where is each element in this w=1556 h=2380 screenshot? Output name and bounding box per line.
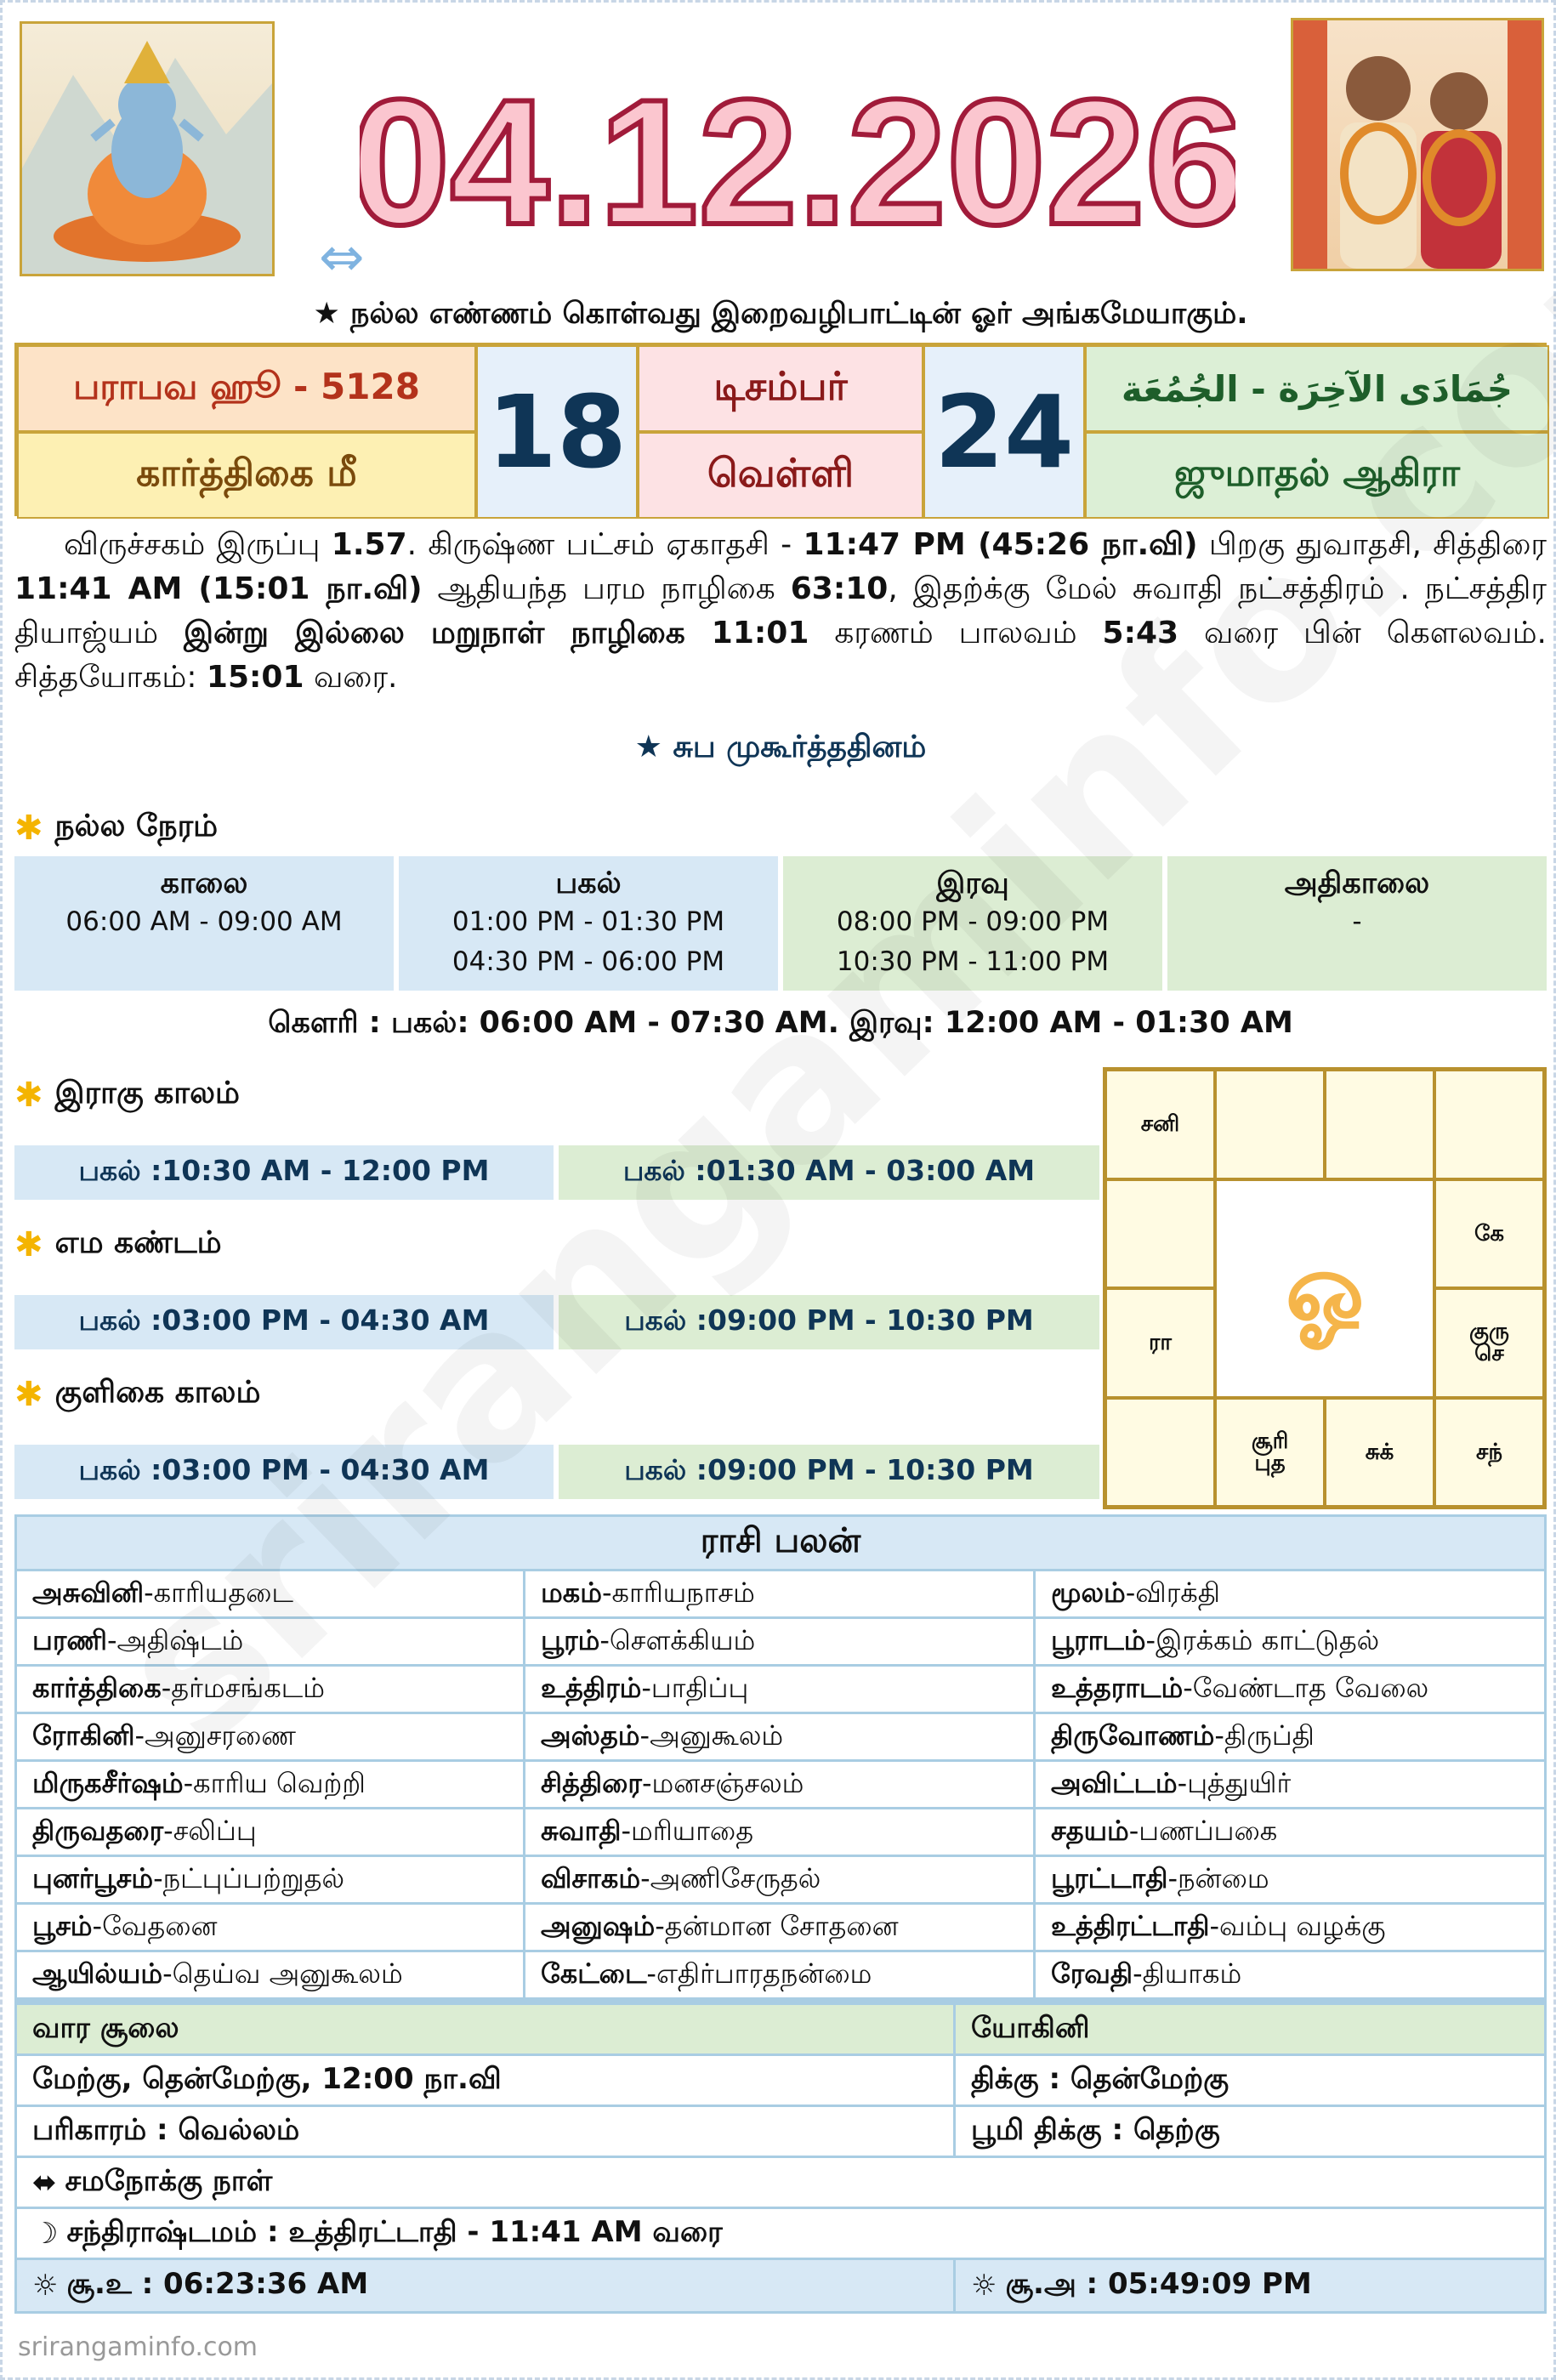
chart-cell: சந் <box>1434 1398 1544 1508</box>
rasi-palan-cell: திருவோணம் -திருப்தி <box>1036 1714 1544 1762</box>
tamil-day-number: 18 <box>476 345 638 519</box>
rasi-palan-cell: கேட்டை -எதிர்பாரதநன்மை <box>525 1952 1036 2000</box>
sunset-label: ☼ சூ.அ : 05:49:09 PM <box>971 2267 1312 2303</box>
chart-cell: சனி <box>1105 1070 1215 1179</box>
tamil-year: பராபவ ஹூ - 5128 <box>17 345 476 432</box>
kuligai-kalam-row <box>14 1445 1099 1499</box>
deity-image <box>20 21 275 276</box>
thikku-value: திக்கு : தென்மேற்கு <box>971 2061 1229 2096</box>
rasi-palan-grid <box>17 1571 1544 2000</box>
calendar-grid <box>14 343 1547 516</box>
rasi-palan-cell: ரேவதி -தியாகம் <box>1036 1952 1544 2000</box>
boomi-thikku-value: பூமி திக்கு : தெற்கு <box>971 2112 1220 2147</box>
rasi-palan-cell: மிருகசீர்ஷம் -காரிய வெற்றி <box>17 1762 525 1809</box>
yama-kandam-row <box>14 1295 1099 1349</box>
table-row <box>17 2158 1544 2209</box>
tamil-month: கார்த்திகை மீ <box>17 432 476 519</box>
chart-cell: ரா <box>1105 1288 1215 1398</box>
rasi-chart <box>1103 1067 1547 1509</box>
yama-kandam-heading: ✱ எம கண்டம் <box>14 1225 222 1264</box>
moon-icon: ☽ <box>32 2216 59 2251</box>
chart-cell: சூரி புத <box>1215 1398 1325 1508</box>
rasi-palan-cell: புனர்பூசம் -நட்புப்பற்றுதல் <box>17 1857 525 1905</box>
chandrashtamam-label: ☽ சந்திராஷ்டமம் : உத்திரட்டாதி - 11:41 AM வரை <box>32 2214 723 2251</box>
rasi-palan-cell: பூரம் -சௌக்கியம் <box>525 1619 1036 1667</box>
weekday: வெள்ளி <box>638 432 923 519</box>
rasi-palan-table <box>14 1514 1547 2002</box>
chart-cell <box>1325 1070 1434 1179</box>
soolai-value: மேற்கு, தென்மேற்கு, 12:00 நா.வி <box>17 2056 956 2105</box>
rasi-palan-cell: பரணி -அதிஷ்டம் <box>17 1619 525 1667</box>
om-icon: ஓ <box>1215 1179 1434 1398</box>
rahu-kalam-row <box>14 1145 1099 1200</box>
rasi-palan-cell: உத்திரம் -பாதிப்பு <box>525 1667 1036 1714</box>
rasi-palan-cell: உத்திரட்டாதி -வம்பு வழக்கு <box>1036 1905 1544 1952</box>
nalla-neram-night: இரவு 08:00 PM - 09:00 PM 10:30 PM - 11:00 PM <box>783 856 1162 991</box>
rasi-palan-cell: பூசம் -வேதனை <box>17 1905 525 1952</box>
table-row <box>17 2107 1544 2158</box>
rasi-palan-cell: திருவதரை -சலிப்பு <box>17 1809 525 1857</box>
footer-site-name: srirangaminfo.com <box>18 2332 258 2362</box>
samanokku-label: ⬌ சமநோக்கு நாள் <box>32 2163 273 2200</box>
yama-kandam-day: பகல் :03:00 PM - 04:30 AM <box>14 1295 554 1349</box>
rahu-kalam-day: பகல் :10:30 AM - 12:00 PM <box>14 1145 554 1200</box>
sun-icon: ☼ <box>32 2269 59 2303</box>
muhurtham-label: ★ சுப முகூர்த்ததினம் <box>634 730 927 764</box>
table-row <box>17 2056 1544 2107</box>
rasi-palan-cell: அவிட்டம் -புத்துயிர் <box>1036 1762 1544 1809</box>
nalla-neram-heading: ✱ நல்ல நேரம் <box>14 809 219 848</box>
rahu-kalam-night: பகல் :01:30 AM - 03:00 AM <box>559 1145 1099 1200</box>
sunrise-label: ☼ சூ.உ : 06:23:36 AM <box>17 2260 956 2311</box>
asterisk-icon: ✱ <box>14 1076 43 1115</box>
yama-kandam-night: பகல் :09:00 PM - 10:30 PM <box>559 1295 1099 1349</box>
rasi-palan-cell: விசாகம் -அணிசேருதல் <box>525 1857 1036 1905</box>
hijri-day-number: 24 <box>923 345 1085 519</box>
rasi-palan-cell: உத்தராடம் -வேண்டாத வேலை <box>1036 1667 1544 1714</box>
wedding-image <box>1291 18 1544 271</box>
chart-cell <box>1434 1070 1544 1179</box>
bottom-info-table <box>14 2002 1547 2314</box>
sun-icon: ☼ <box>971 2269 997 2303</box>
chart-cell: சுக் <box>1325 1398 1434 1508</box>
asterisk-icon: ✱ <box>14 1225 43 1264</box>
rasi-palan-cell: கார்த்திகை -தர்மசங்கடம் <box>17 1667 525 1714</box>
left-right-arrow-icon: ⇔ <box>319 226 365 289</box>
asterisk-icon: ✱ <box>14 1375 43 1414</box>
table-row <box>17 2260 1544 2311</box>
chart-cell: குரு செ <box>1434 1288 1544 1398</box>
rasi-palan-cell: சதயம் -பணப்பகை <box>1036 1809 1544 1857</box>
kuligai-kalam-heading: ✱ குளிகை காலம் <box>14 1375 261 1414</box>
left-right-arrow-icon: ⬌ <box>32 2165 57 2200</box>
chart-cell <box>1215 1070 1325 1179</box>
yogini-label: யோகினி <box>971 2010 1090 2045</box>
rasi-palan-cell: ரோகினி -அனுசரணை <box>17 1714 525 1762</box>
rasi-palan-cell: ஆயில்யம் -தெய்வ அனுகூலம் <box>17 1952 525 2000</box>
english-month: டிசம்பர் <box>638 345 923 432</box>
hijri-month: ஜுமாதல் ஆகிரா <box>1085 432 1549 519</box>
rasi-palan-cell: மகம் -காரியநாசம் <box>525 1571 1036 1619</box>
rasi-palan-cell: மூலம் -விரக்தி <box>1036 1571 1544 1619</box>
table-row <box>17 2005 1544 2056</box>
nalla-neram-dawn: அதிகாலை - <box>1167 856 1547 991</box>
rasi-palan-cell: அசுவினி -காரியதடை <box>17 1571 525 1619</box>
rasi-palan-cell: சுவாதி -மரியாதை <box>525 1809 1036 1857</box>
nalla-neram-afternoon: பகல் 01:00 PM - 01:30 PM 04:30 PM - 06:00 PM <box>399 856 778 991</box>
day-details-paragraph: விருச்சகம் இருப்பு 1.57. கிருஷ்ண பட்சம் ஏகாதசி - 11:47 PM (45:26 நா.வி) பிறகு துவாதசி, சித்திரை 11:41 AM (15:01 நா.வி) ஆதியந்த பரம நாழிகை 63:10, இதற்க்கு மேல் சுவாதி நட்சத்திரம் . நட்சத்திர தியாஜ்யம் இன்று இல்லை மறுநாள் நாழிகை 11:01 கரணம் பாலவம் 5:43 வரை பின் கௌலவம். சித்தயோகம்: 15:01 வரை. <box>14 527 1547 695</box>
rasi-palan-cell: பூராடம் -இரக்கம் காட்டுதல் <box>1036 1619 1544 1667</box>
kuligai-kalam-day: பகல் :03:00 PM - 04:30 AM <box>14 1445 554 1499</box>
vaara-soolai-label: வார சூலை <box>17 2005 956 2053</box>
asterisk-icon: ✱ <box>14 809 43 848</box>
date-display <box>360 62 1235 258</box>
rasi-palan-cell: பூரட்டாதி -நன்மை <box>1036 1857 1544 1905</box>
hijri-arabic-name: جُمَادَى الآخِرَة - الجُمُعَة <box>1085 345 1549 432</box>
date-text: 04.12.2026 <box>360 62 1235 258</box>
rasi-palan-title: ராசி பலன் <box>17 1517 1544 1571</box>
gowri-timing: கௌரி : பகல்: 06:00 AM - 07:30 AM. இரவு: 12:00 AM - 01:30 AM <box>268 1006 1293 1040</box>
chart-cell <box>1105 1179 1215 1289</box>
chart-cell <box>1105 1398 1215 1508</box>
parikaram-value: பரிகாரம் : வெல்லம் <box>17 2107 956 2156</box>
rahu-kalam-heading: ✱ இராகு காலம் <box>14 1076 240 1115</box>
rasi-palan-cell: அஸ்தம் -அனுகூலம் <box>525 1714 1036 1762</box>
nalla-neram-table <box>14 856 1547 991</box>
kuligai-kalam-night: பகல் :09:00 PM - 10:30 PM <box>559 1445 1099 1499</box>
table-row <box>17 2209 1544 2260</box>
quote-text: ★ நல்ல எண்ணம் கொள்வது இறைவழிபாட்டின் ஓர் அங்கமேயாகும். <box>313 297 1248 331</box>
nalla-neram-morning: காலை 06:00 AM - 09:00 AM <box>14 856 394 991</box>
rasi-palan-cell: அனுஷம் -தன்மான சோதனை <box>525 1905 1036 1952</box>
rasi-palan-cell: சித்திரை -மனசஞ்சலம் <box>525 1762 1036 1809</box>
chart-cell: கே <box>1434 1179 1544 1289</box>
